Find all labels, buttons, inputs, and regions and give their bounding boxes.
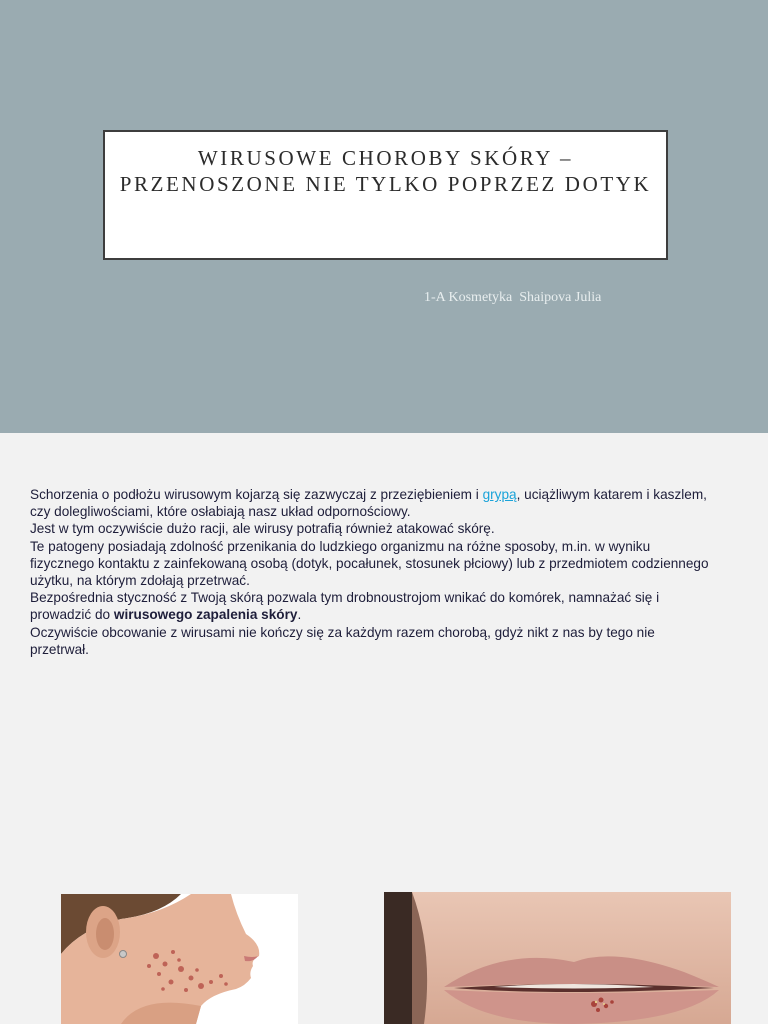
photo-lips-cold-sore <box>384 892 731 1024</box>
slide-title: WIRUSOWE CHOROBY SKÓRY – PRZENOSZONE NIE TYLKO POPRZEZ DOTYK <box>119 146 652 196</box>
title-slide <box>0 0 768 433</box>
paragraph-2: Jest w tym oczywiście dużo racji, ale wirusy potrafią również atakować skórę. <box>30 521 495 537</box>
photo-face-skin-lesions <box>61 894 298 1024</box>
paragraph-4-text-a: Bezpośrednia styczność z Twoją skórą pozwala tym drobnoustrojom wnikać do komórek, namnażać się i prowadzić do <box>30 590 660 623</box>
body-text <box>30 486 710 658</box>
grypa-link[interactable]: grypą <box>482 487 517 502</box>
paragraph-4-bold: wirusowego zapalenia skóry <box>113 607 298 623</box>
paragraph-4 <box>30 589 710 623</box>
content-slide <box>0 433 768 1024</box>
paragraph-3: Te patogeny posiadają zdolność przenikania do ludzkiego organizmu na różne sposoby, m.in. w wyniku fizycznego kontaktu z zainfekowaną osobą (dotyk, pocałunek, stosunek płciowy) lub z przedmiotem codziennego użytku, na którym zdołają przetrwać. <box>30 538 709 589</box>
paragraph-5: Oczywiście obcowanie z wirusami nie kończy się za każdym razem chorobą, gdyż nikt z nas by tego nie przetrwał. <box>30 624 655 657</box>
paragraph-1-text-b: , uciążliwym katarem i kaszlem, czy dolegliwościami, które osłabiają nasz układ odpornościowy. <box>30 487 707 520</box>
slide-subtitle: 1-A Kosmetyka Shaipova Julia <box>424 290 602 305</box>
paragraph-1-text-a: Schorzenia o podłożu wirusowym kojarzą się zazwyczaj z przeziębieniem i <box>30 487 483 502</box>
paragraph-4-text-b: . <box>297 607 302 623</box>
paragraph-1 <box>30 486 710 520</box>
title-box <box>103 130 668 260</box>
